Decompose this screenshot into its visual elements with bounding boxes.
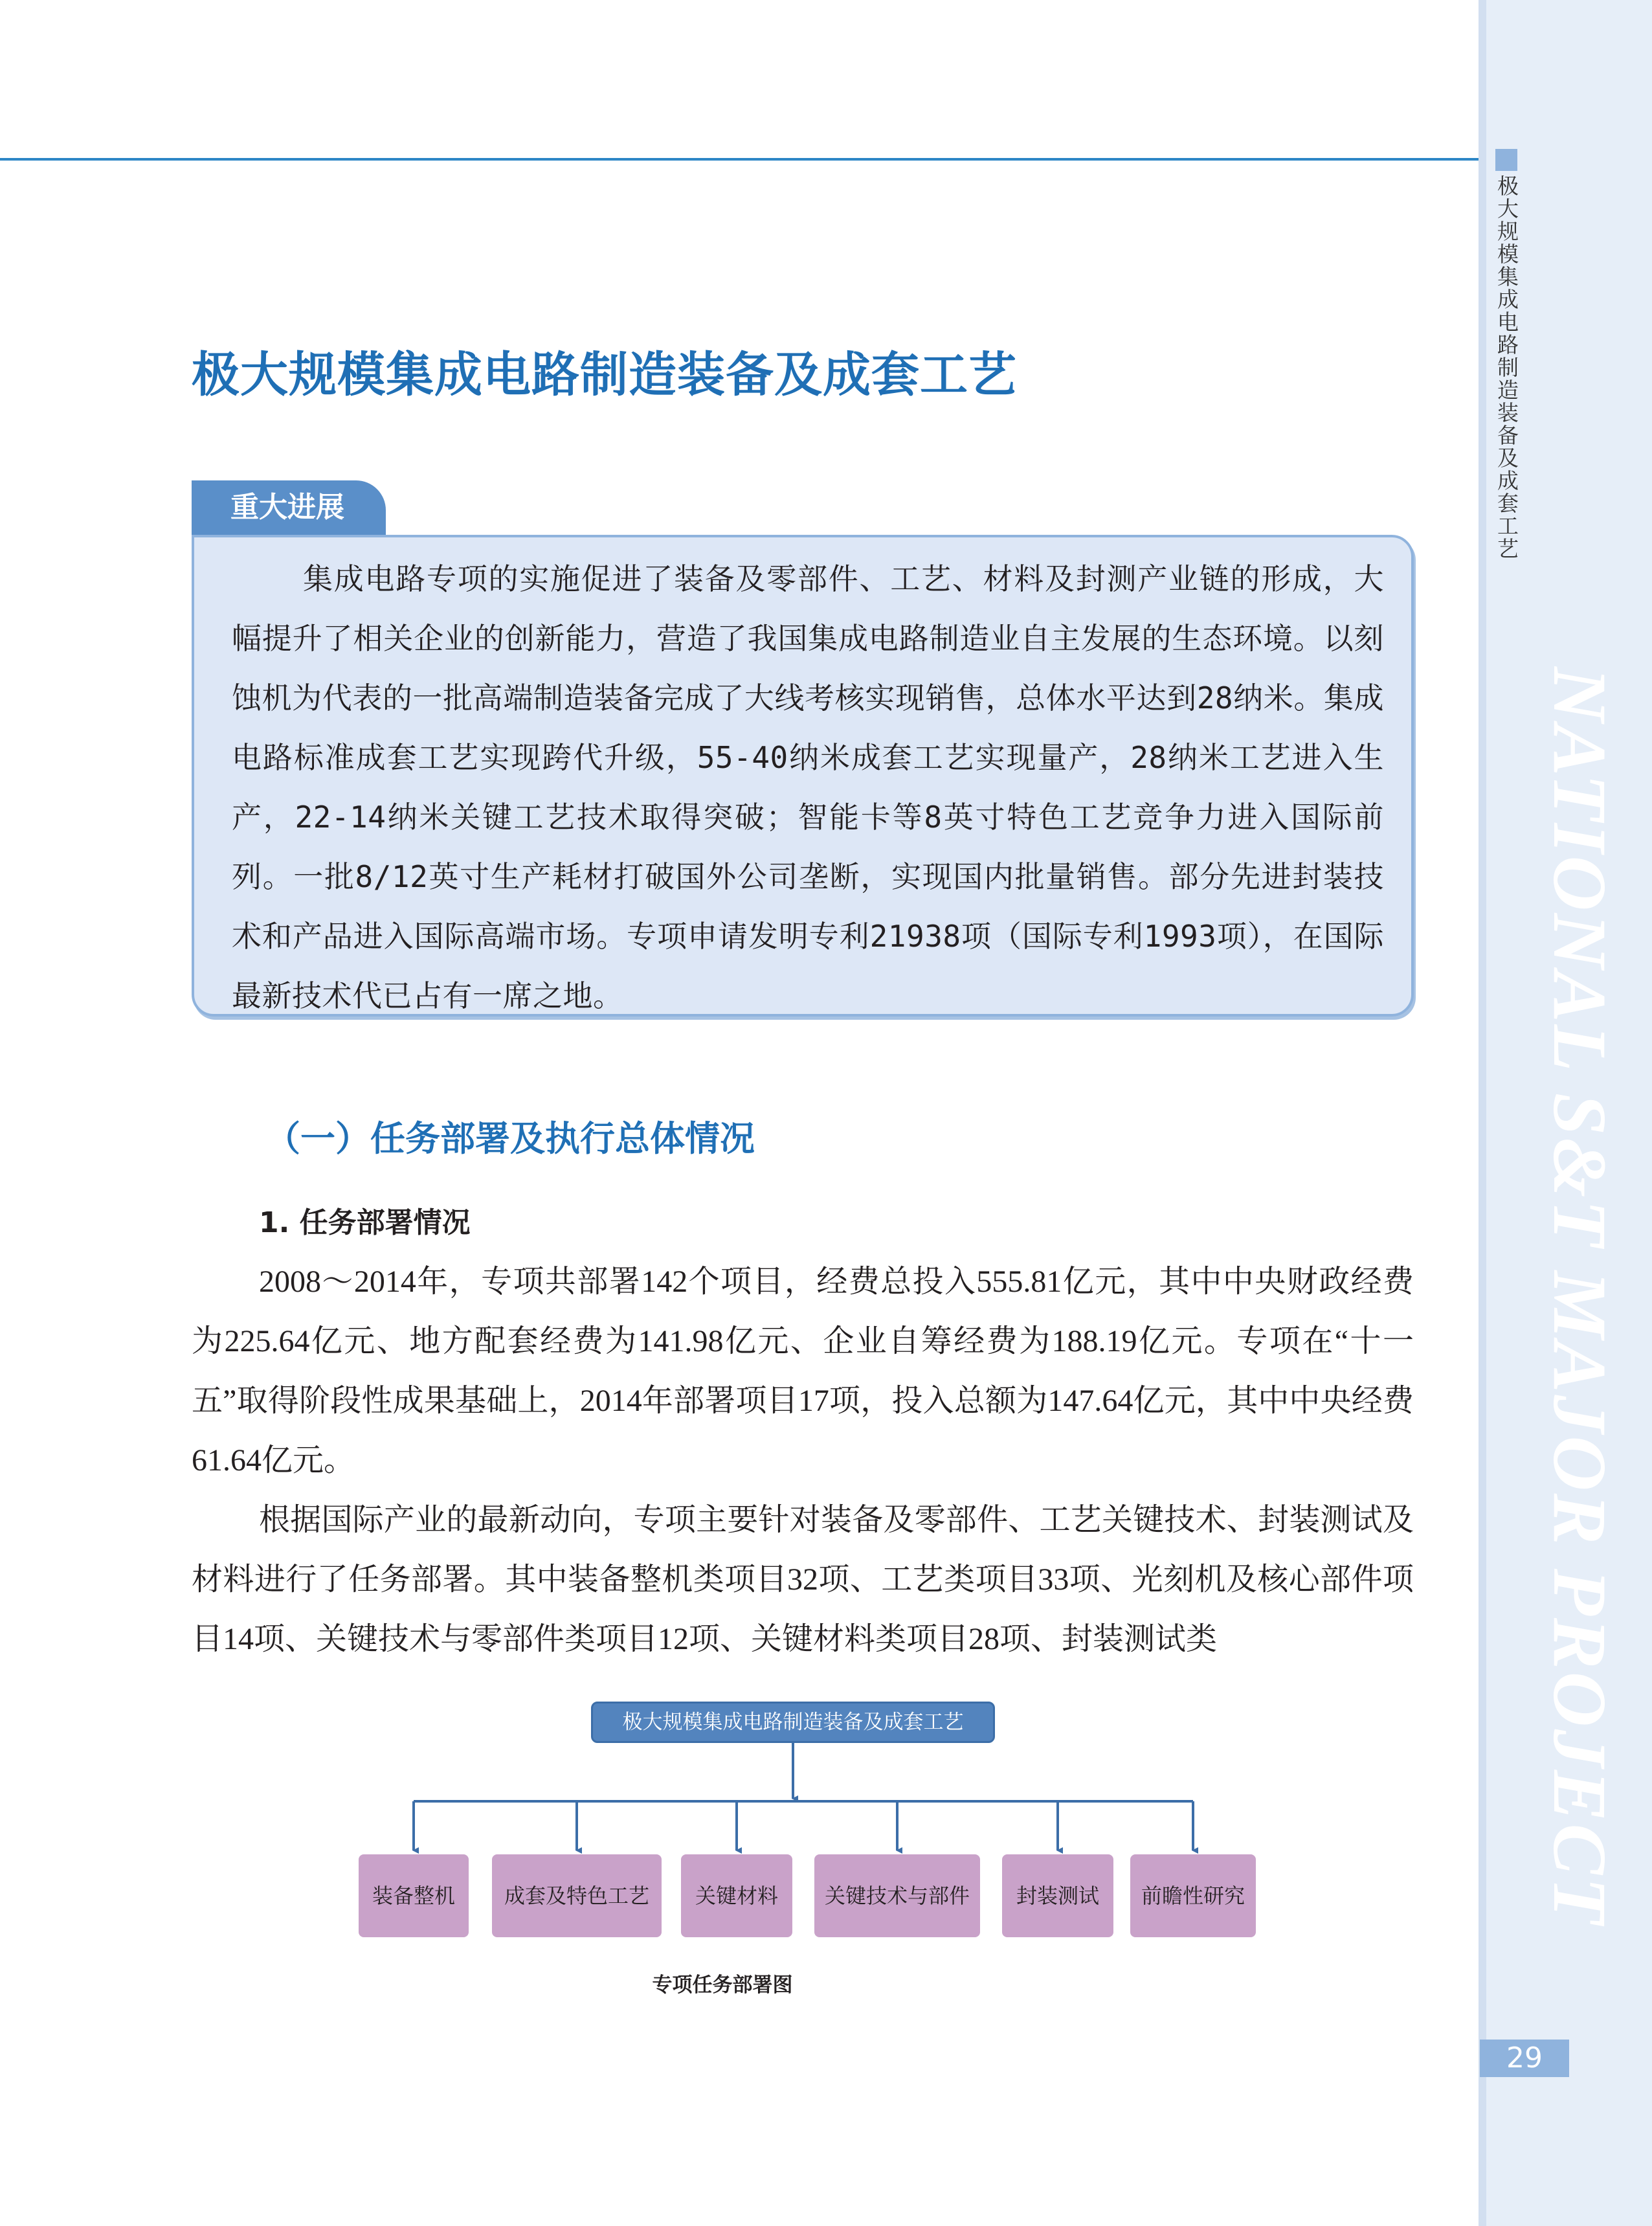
org-chart-node-packaging: 封装测试: [1002, 1854, 1113, 1937]
org-chart-caption: 专项任务部署图: [652, 1973, 793, 1997]
page-number: 29: [1480, 2040, 1569, 2077]
org-chart-node-technology: 关键技术与部件: [814, 1854, 980, 1937]
side-vertical-title: 极大规模集成电路制造装备及成套工艺: [1494, 175, 1519, 560]
sub-heading: 1. 任务部署情况: [259, 1206, 471, 1239]
body-paragraph: 2008～2014年，专项共部署142个项目，经费总投入555.81亿元，其中中央财政经费为225.64亿元、地方配套经费为141.98亿元、企业自筹经费为188.19亿元。专项在“十一五”取得阶段性成果基础上，2014年部署项目17项，投入总额为147.64亿元，其中中央经费61.64亿元。: [192, 1265, 1414, 1478]
org-chart-node-process: 成套及特色工艺: [492, 1854, 662, 1937]
side-english-title: NATIONAL S&T MAJOR PROJECT: [1537, 667, 1622, 1927]
org-chart-node-materials: 关键材料: [681, 1854, 792, 1937]
org-chart-node-research: 前瞻性研究: [1130, 1854, 1256, 1937]
body-paragraph: 根据国际产业的最新动向，专项主要针对装备及零部件、工艺关键技术、封装测试及材料进行了任务部署。其中装备整机类项目32项、工艺类项目33项、光刻机及核心部件项目14项、关键技术与零部件类项目12项、关键材料类项目28项、封装测试类: [192, 1503, 1414, 1656]
org-chart-node-equipment: 装备整机: [359, 1854, 469, 1937]
major-progress-text: 集成电路专项的实施促进了装备及零部件、工艺、材料及封测产业链的形成，大幅提升了相关企业的创新能力，营造了我国集成电路制造业自主发展的生态环境。以刻蚀机为代表的一批高端制造装备完成了大线考核实现销售，总体水平达到28纳米。集成电路标准成套工艺实现跨代升级，55-40纳米成套工艺实现量产，28纳米工艺进入生产，22-14纳米关键工艺技术取得突破；智能卡等8英寸特色工艺竞争力进入国际前列。一批8/12英寸生产耗材打破国外公司垄断，实现国内批量销售。部分先进封装技术和产品进入国际高端市场。专项申请发明专利21938项（国际专利1993项），在国际最新技术代已占有一席之地。: [232, 561, 1384, 1013]
section-heading: （一）任务部署及执行总体情况: [265, 1118, 755, 1159]
page-title: 极大规模集成电路制造装备及成套工艺: [192, 347, 1017, 403]
major-progress-label: 重大进展: [192, 480, 386, 535]
org-chart-root: 极大规模集成电路制造装备及成套工艺: [591, 1702, 995, 1743]
